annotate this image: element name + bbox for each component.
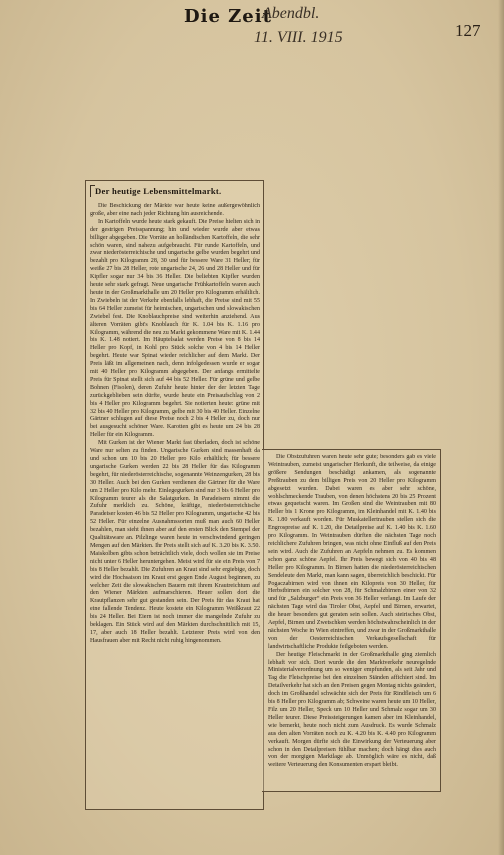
article-right-column (268, 454, 436, 788)
handwritten-edition-note: Abendbl. (262, 5, 320, 22)
handwritten-date: 11. VIII. 1915 (254, 29, 343, 46)
newspaper-stamp: Die Zeit (184, 6, 272, 27)
article-paragraph: Die Obstzufuhren waren heute sehr gute; besonders gab es viele Weintrauben, zumeist ungarischer Herkunft, die teilweise, da einige größere Sendungen beschädigt ankamen, als sogenannte Preßtrauben zu dem billigen Preis von 20 Heller pro Kilogramm abgesetzt wurden. Dabei waren es aber sehr schöne, wohlschmeckende Trauben, von denen höchstens 20 bis 25 Prozent etwas gequetscht waren. Im Großen sind die Weintrauben mit 80 Heller bis 1 Krone pro Kilogramm, im Kleinhandel mit K. 1.40 bis K. 1.80 verkauft worden. Für Muskatellertrauben stellen sich die Engrospreise auf K. 1.20, die Detailpreise auf K. 1.40 bis K. 1.60 pro Kilogramm. In Weintrauben dürften die nächsten Tage noch reichlichere Zufuhren bringen, was nicht ohne Einfluß auf den Preis sein wird. Auch die Zufuhren an Aepfeln nehmen zu. Es kommen schon ganz schöne Aepfel. Ihr Preis bewegt sich von 40 bis 48 Heller pro Kilogramm. In Birnen hatten die niederösterreichischen Sendeleute den Markt, man kann sagen, überreichlich beschickt. Für Pogaczabirnen wird von ihnen ein Kilopreis von 30 Heller, für Herbstbirnen ein solcher von 28, für Schmalzbirnen einer von 32 und für „Salzburger“ ein Preis von 36 Heller verlangt. Im Laufe der nächsten Tage wird das Tiroler Obst, Aepfel und Birnen, erwartet, die heuer besonders gut geraten sein sollen. Auch steirisches Obst, Aepfel, Birnen und Zwetschken werden höchstwahrscheinlich in der nächsten Woche in Wien eintreffen, und zwar in der Großmarkthalle von der Oesterreichischen Verkaufsgesellschaft für landwirtschaftliche Produkte feilgeboten werden. (268, 454, 436, 650)
article-paragraph: Die Beschickung der Märkte war heute keine außergewöhnlich große, aber eine nach jeder Richtung hin ausreichende. (90, 203, 260, 217)
article-left-column (90, 203, 260, 806)
article-title: Der heutige Lebensmittelmarkt. (95, 186, 222, 196)
article-paragraph: Der heutige Fleischmarkt in der Großmarkthalle ging ziemlich lebhaft vor sich. Dort wurde die den Marktverkehr neuregelnde Ministerialverordnung um so weniger empfunden, als seit Jahr und Tag die Fleischpreise bei den einzelnen Ständen affichiert sind. Im Detailverkehr hat sich an den Preisen gegen Montag nichts geändert, doch im Großhandel schwächte sich der Preis für Rindfleisch um 6 bis 8 Heller pro Kilogramm ab; Schweine waren heute um 10 Heller, Filz um 20 Heller, Speck um 10 Heller und Schmalz sogar um 30 Heller teurer. Diese Preissteigerungen kamen aber im Kleinhandel, wie bemerkt, heute noch nicht zum Ausdruck. Es wurde Schmalz aus den alten Vorräten noch zu K. 4.20 bis K. 4.40 pro Kilogramm verkauft. Morgen dürfte sich die Einwirkung der Verteuerung aber schon in den Detailpreisen fühlbar machen; doch hängt dies auch von der morgigen Marktlage ab. Unmöglich wäre es nicht, daß weitere Verteuerung den Konsumenten erspart bleibt. (268, 651, 436, 769)
article-paragraph: Mit Gurken ist der Wiener Markt fast überladen, doch ist schöne Ware nur selten zu finden. Ungarische Gurken sind massenhaft da und schon um 10 bis 20 Heller pro Kilo erhältlich; für bessere ungarische Gurken werden 22 bis 28 Heller für das Kilogramm begehrt, für niederösterreichische, sogenannte Weinzengurken, 28 bis 30 Heller. Auch bei den Gurken verdienen die Gärtner für die Ware um 2 Heller pro Kilo mehr. Einlegegurken sind nur 3 bis 6 Heller pro Kilogramm teurer als die Salatgurken. In Paradeisern nimmt die Zufuhr merklich zu. Schöne, kräftige, niederösterreichische Paradeiser kosten 46 bis 52 Heller pro Kilogramm, ungarische 42 bis 52 Heller. Für einzelne Ausnahmssorten muß man auch 60 Heller bezahlen, man sieht ihnen aber auf den ersten Blick den Stempel der Qualitätsware an. Pilzlinge waren heute in verschwindend geringen Mengen auf den Märkten. Ihr Preis stellt sich auf K. 3.20 bis K. 3.50. Maiskolben gibts schon beträchtlich viele, doch wollen sie im Preise nicht unter 6 Heller heruntergehen. Meist wird für sie ein Preis von 7 bis 8 Heller bezahlt. Die Zufuhren an Kraut sind sehr ergiebige, doch wird die Hochsaison im Kraut erst gegen Ende August beginnen, zu welcher Zeit die slowakischen Bauern mit ihrem Krautreichtum auf den Wiener Märkten aufmarschieren. Heuer sollen dort die Krautpflanzen sehr gut gestanden sein. Der Preis für das Kraut hat eine fallende Tendenz. Heute kostete ein Kilogramm Weißkraut 22 bis 24 Heller. Bei Eiern ist noch immer die mangelnde Zufuhr zu beklagen. Ein Stück wird auf den Märkten durchschnittlich mit 15, 17, aber auch 18 Heller bezahlt. Letzterer Preis wird von den Hausfrauen aber mit Recht nicht ruhig hingenommen. (90, 440, 260, 644)
paper-edge-shadow (498, 0, 504, 855)
article-paragraph: In Kartoffeln wurde heute stark gekauft. Die Preise hielten sich in der gestrigen Preisspannung; hin und wieder wurde aber etwas billiger abgegeben. Die Vorräte an holländischen Kartoffeln, die sehr schön waren, sind nahezu aufgebraucht. Für runde Kartoffeln, und zwar niederösterreichische und ungarische gelbe wurden begehrt und bezahlt pro Kilogramm 28, 30 und für bessere Ware 31 Heller; für weiße 27 bis 28 Heller, rote ungarische 24, 26 und 28 Heller und für Kipfler sogar nur 34 bis 36 Heller. Die beliebten Kipfler wurden heute sehr stark gefragt. Neue ungarische Frühkartoffeln waren auch heute in der Großmarkthalle um 20 Heller pro Kilogramm erhältlich. In Zwiebeln ist der Verkehr ebenfalls lebhaft, die Preise sind mit 55 bis 64 Heller zumeist für heimischen, ungarischen und slowakischen Zwiebel fest. Die Knoblauchpreise sind weiterhin anziehend. Aus älteren Vorräten gibt's Knoblauch für K. 1.04 bis K. 1.16 pro Kilogramm, während die neu zu Markt gekommene Ware mit K. 1.44 bis K. 1.48 notiert. Im Häuptelsalat werden Preise von 8 bis 14 Heller pro Kopf, in Kohl pro Stück solche von 4 bis 14 Heller begehrt. Heute war Spinat wieder reichlicher auf dem Markt. Der Preis läßt im allgemeinen nach, denn infolgedessen wurde er sogar mit 40 Heller pro Kilogramm abgegeben. Der anfangs ermittelte Preis für Spinat stellt sich auf 44 bis 52 Heller. Für grüne und gelbe Bohnen (Fisolen), deren Zufuhr heute hinter der der letzten Tage zurückgeblieben sein dürfte, wurde heute ein Preisaufschlag von 2 bis 4 Heller pro Kilogramm begehrt. Sie notierten heute: grüne mit 32 bis 40 Heller pro Kilogramm, gelbe mit 30 bis 40 Heller. Einzelne Gärtner schlugen auf diese Preise noch 2 bis 4 Heller zu, doch nur bei ausgesucht schöner Ware. Karotten gibt es heute um 24 bis 28 Heller für ein Kilogramm. (90, 218, 260, 439)
page-number: 127 (455, 21, 481, 40)
